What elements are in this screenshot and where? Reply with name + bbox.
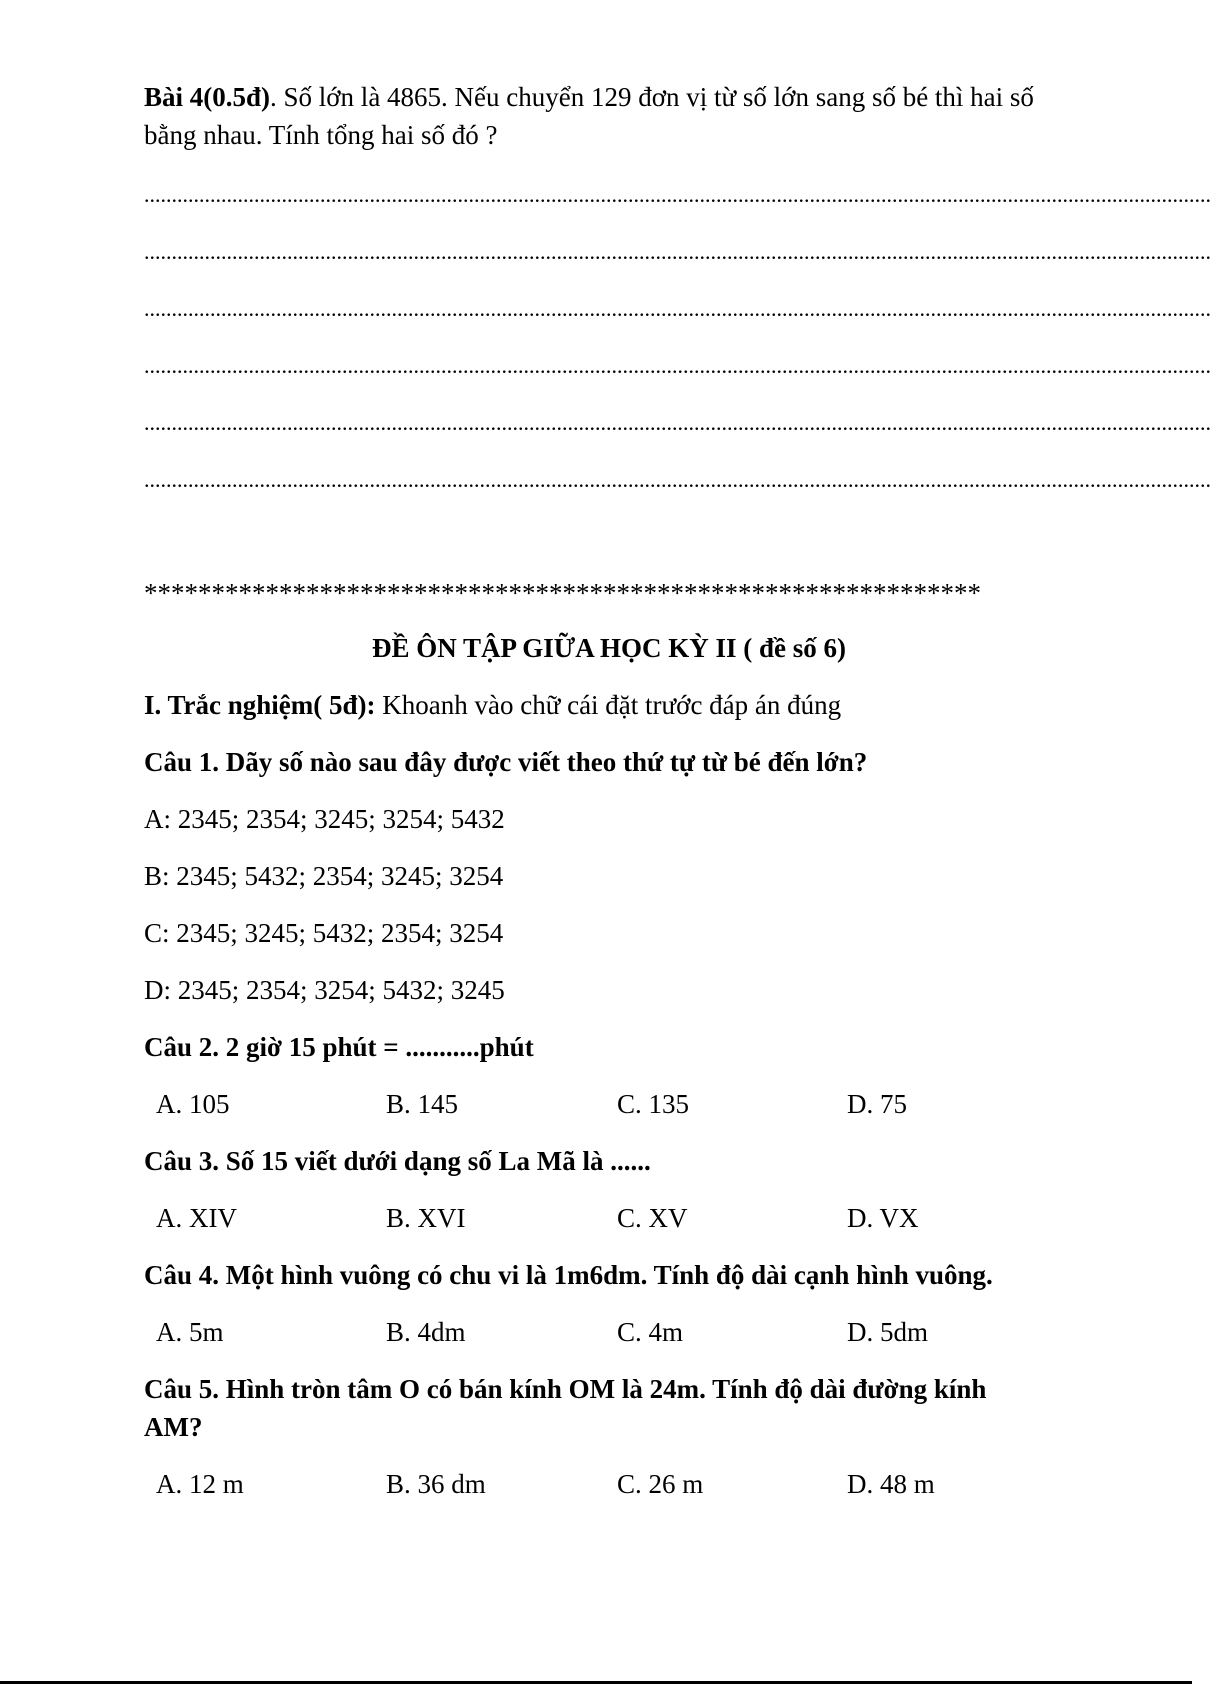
question-5-option-a[interactable]: A. 12 m [156, 1469, 244, 1499]
section1-heading [144, 686, 1074, 724]
question-2-options [156, 1085, 1076, 1123]
question-2-option-b[interactable]: B. 145 [386, 1089, 459, 1119]
question-5-option-c[interactable]: C. 26 m [617, 1469, 704, 1499]
question-1-option-d[interactable]: D: 2345; 2354; 3254; 5432; 3245 [144, 975, 505, 1005]
section1-instruction: Khoanh vào chữ cái đặt trước đáp án đúng [375, 690, 842, 720]
question-4-option-b[interactable]: B. 4dm [386, 1317, 466, 1347]
question-5-option-b[interactable]: B. 36 dm [386, 1469, 486, 1499]
bai4-line2: bằng nhau. Tính tổng hai số đó ? [144, 120, 498, 150]
question-4-option-d[interactable]: D. 5dm [847, 1317, 928, 1347]
question-1-option-b[interactable]: B: 2345; 5432; 2354; 3245; 3254 [144, 861, 504, 891]
question-2-option-c[interactable]: C. 135 [617, 1089, 690, 1119]
answer-line-4: .................................................................................................................................................................................................. [144, 353, 1211, 378]
question-2-option-a[interactable]: A. 105 [156, 1089, 230, 1119]
question-4-option-a[interactable]: A. 5m [156, 1317, 224, 1347]
question-1-option-a[interactable]: A: 2345; 2354; 3245; 3254; 5432 [144, 804, 505, 834]
question-4-options [156, 1313, 1076, 1351]
question-5-option-d[interactable]: D. 48 m [847, 1469, 935, 1499]
answer-line-2: .................................................................................................................................................................................................. [144, 239, 1211, 264]
question-4-option-c[interactable]: C. 4m [617, 1317, 684, 1347]
section1-label: I. Trắc nghiệm( 5đ): [144, 690, 376, 720]
bai4-line1 [144, 78, 1074, 116]
exam-title: ĐỀ ÔN TẬP GIỮA HỌC KỲ II ( đề số 6) [371, 633, 847, 663]
question-5-text-line1: Câu 5. Hình tròn tâm O có bán kính OM là 24m. Tính độ dài đường kính [144, 1374, 987, 1404]
bai4-label: Bài 4(0.5đ) [144, 82, 271, 112]
question-3-option-c[interactable]: C. XV [617, 1203, 688, 1233]
question-3-option-a[interactable]: A. XIV [156, 1203, 237, 1233]
question-1-text: Câu 1. Dãy số nào sau đây được viết theo thứ tự từ bé đến lớn? [144, 747, 868, 777]
question-1-option-c[interactable]: C: 2345; 3245; 5432; 2354; 3254 [144, 918, 504, 948]
question-3-options [156, 1199, 1076, 1237]
question-4-text: Câu 4. Một hình vuông có chu vi là 1m6dm. Tính độ dài cạnh hình vuông. [144, 1260, 993, 1290]
question-3-option-d[interactable]: D. VX [847, 1203, 919, 1233]
answer-line-1: .................................................................................................................................................................................................. [144, 182, 1211, 207]
bai4-text-line1: . Số lớn là 4865. Nếu chuyển 129 đơn vị từ số lớn sang số bé thì hai số [270, 82, 1034, 112]
question-5-text-line2: AM? [144, 1412, 203, 1442]
star-separator: ************************************************************** [144, 578, 981, 608]
question-2-text: Câu 2. 2 giờ 15 phút = ...........phút [144, 1032, 534, 1062]
answer-line-6: .................................................................................................................................................................................................. [144, 467, 1211, 492]
question-5-options [156, 1465, 1076, 1503]
answer-line-3: .................................................................................................................................................................................................. [144, 296, 1211, 321]
question-3-text: Câu 3. Số 15 viết dưới dạng số La Mã là ...... [144, 1146, 651, 1176]
answer-line-5: .................................................................................................................................................................................................. [144, 410, 1211, 435]
question-2-option-d[interactable]: D. 75 [847, 1089, 907, 1119]
question-3-option-b[interactable]: B. XVI [386, 1203, 466, 1233]
